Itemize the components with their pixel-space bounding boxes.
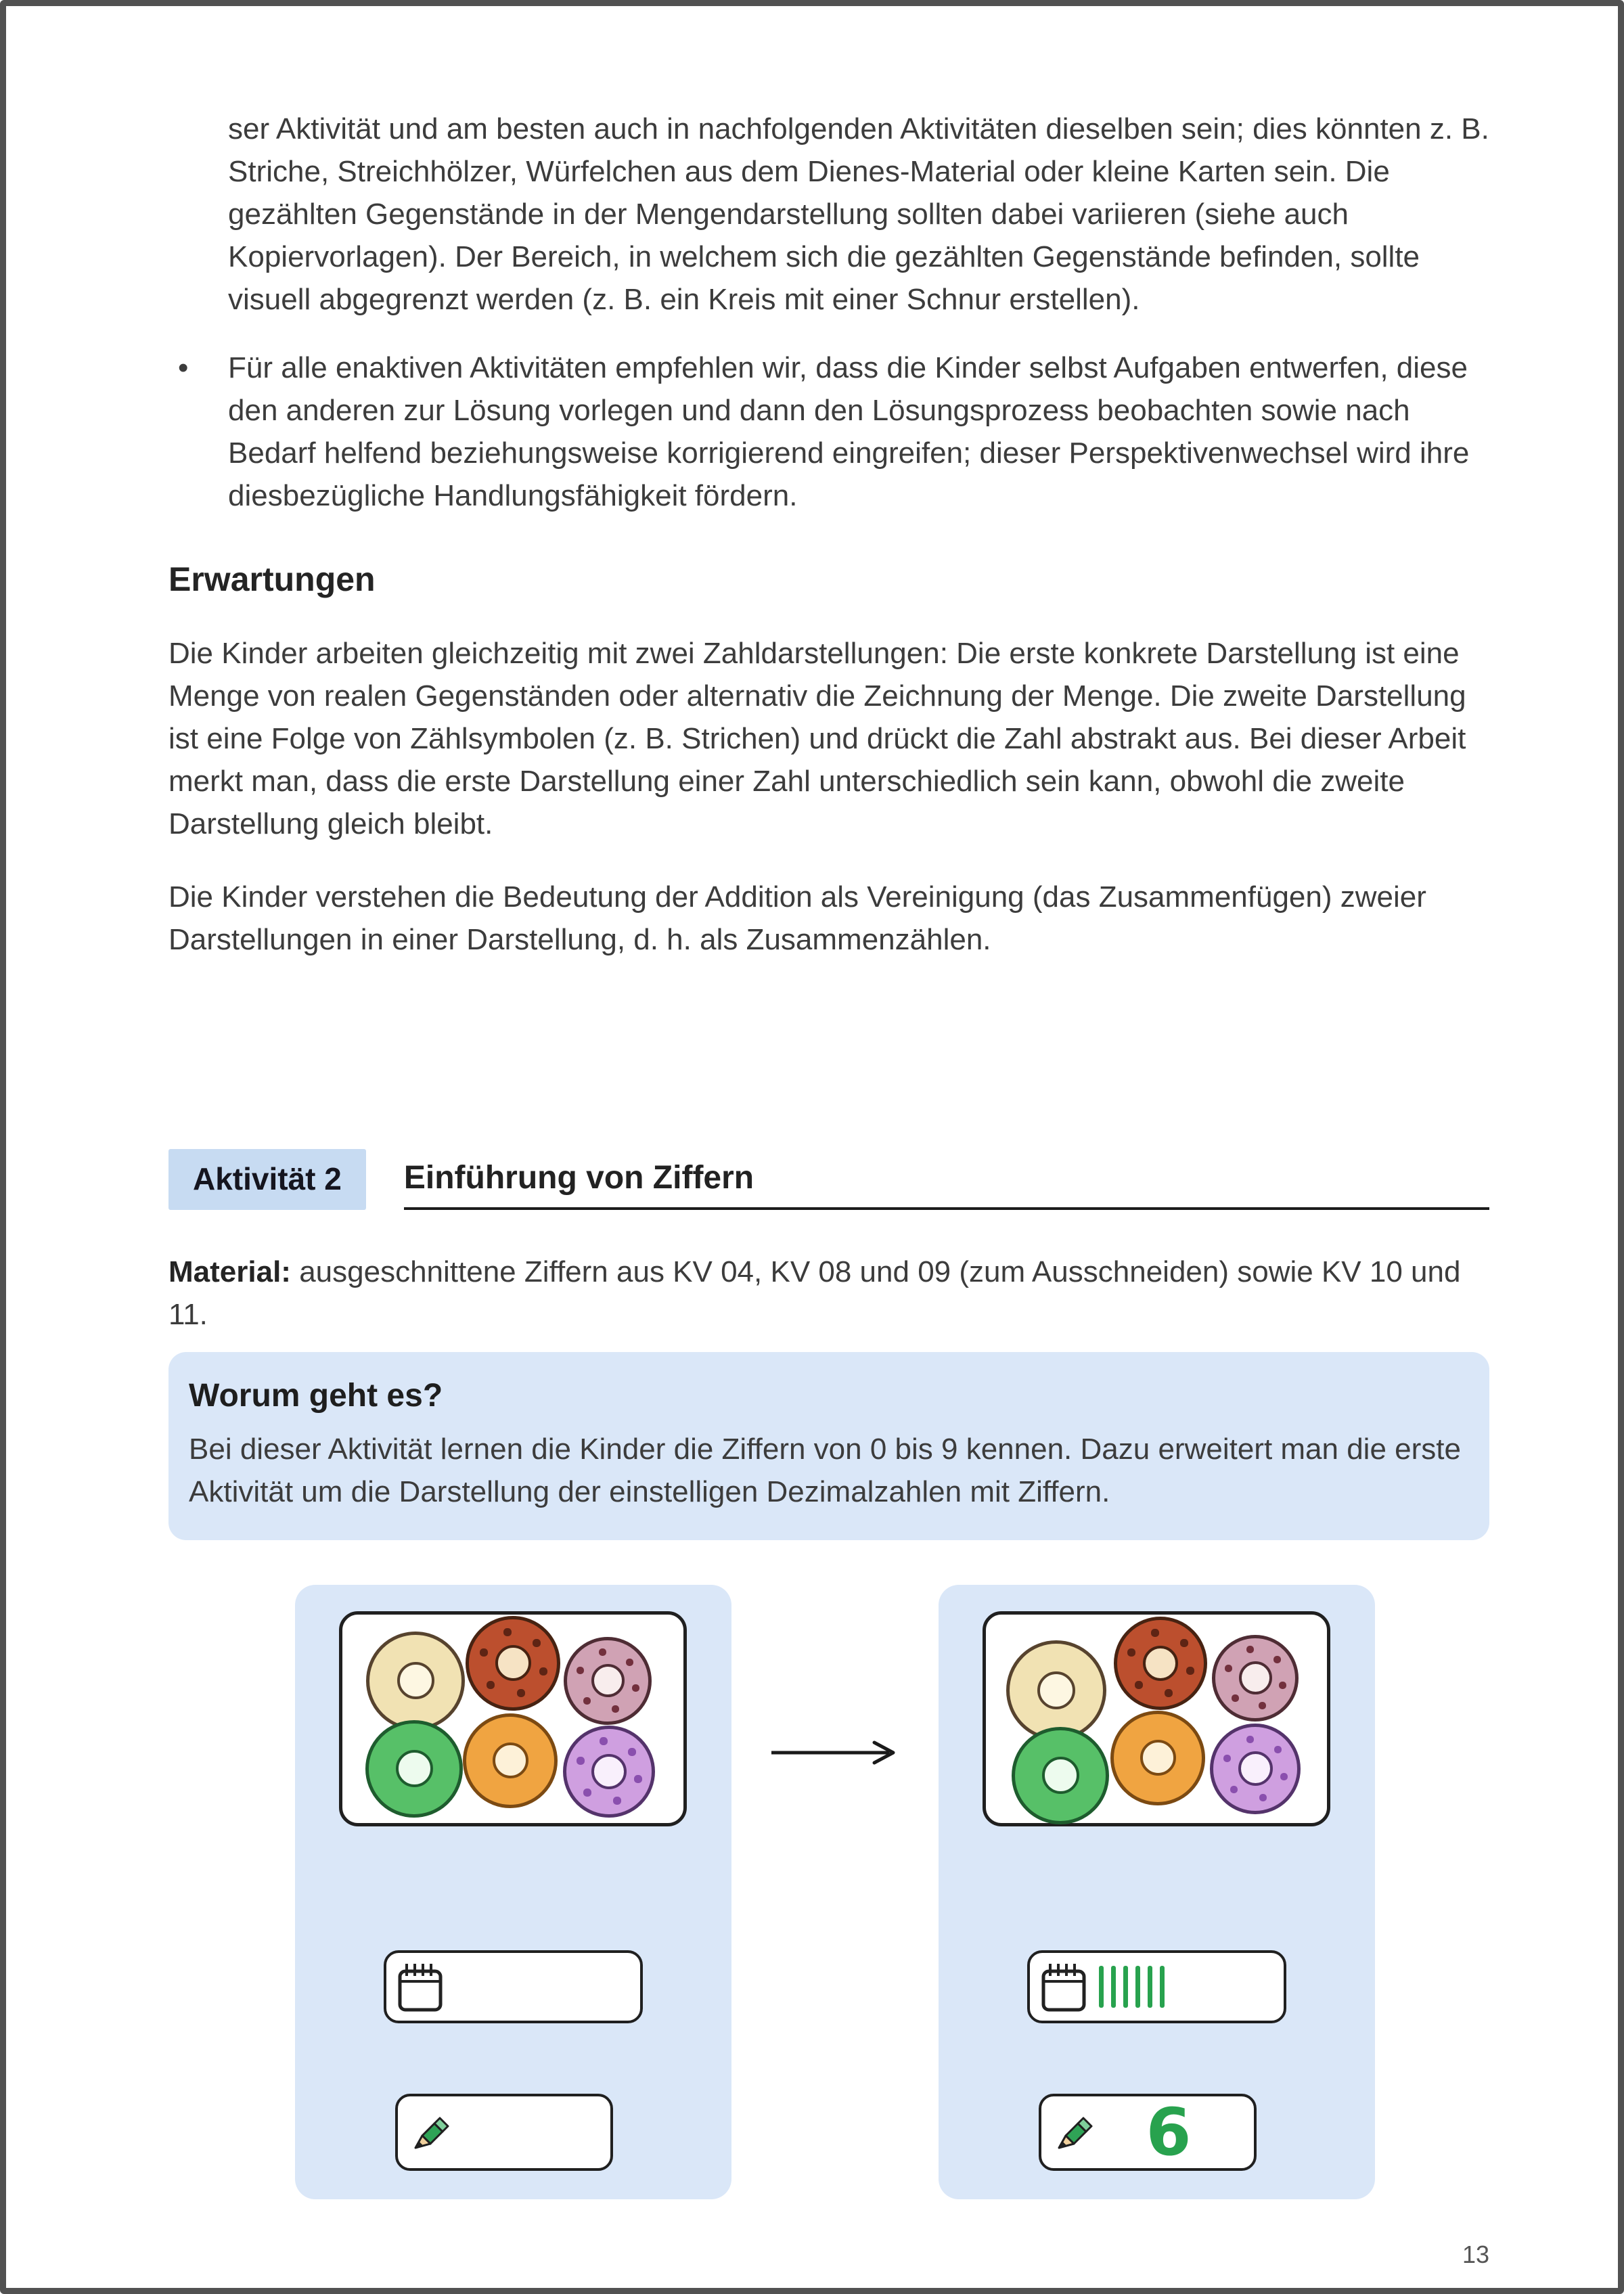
donut-berry [1212, 1635, 1299, 1722]
pencil-icon [1055, 2113, 1094, 2152]
donut-hole [493, 1742, 528, 1778]
donut-hole [396, 1750, 433, 1787]
donut-hole [591, 1754, 627, 1789]
activity-figure [168, 1585, 1489, 2204]
donut-orange [463, 1713, 558, 1808]
figure-panel-after [939, 1585, 1375, 2199]
erwartungen-paragraph-2: Die Kinder verstehen die Bedeutung der Addition als Vereinigung (das Zusammenfügen) zweier Darstellungen in einer Darstellung, d. h. als Zusammenzählen. [168, 880, 1426, 956]
donut-violet [563, 1726, 655, 1818]
donut-green [1012, 1727, 1109, 1824]
sprinkle [583, 1789, 591, 1797]
sprinkle [632, 1684, 639, 1692]
donut-hole [1140, 1740, 1176, 1776]
info-box-title: Worum geht es? [189, 1378, 443, 1414]
material-label: Material: [168, 1255, 291, 1288]
material-text: ausgeschnittene Ziffern aus KV 04, KV 08 und 09 (zum Ausschneiden) sowie KV 10 und 11. [168, 1255, 1461, 1331]
sprinkle [1246, 1736, 1254, 1743]
donut-hole [1239, 1661, 1272, 1694]
bullet-marker: • [178, 351, 189, 384]
donut-hole [591, 1664, 625, 1697]
tally-box [1027, 1950, 1286, 2023]
sprinkle [626, 1659, 633, 1666]
quantity-box [339, 1611, 687, 1826]
page-content [6, 6, 1618, 2204]
donut-hole [495, 1645, 531, 1681]
activity-title: Einführung von Ziffern [403, 1159, 754, 1196]
sprinkle [539, 1667, 547, 1675]
sprinkle [1279, 1682, 1286, 1689]
sprinkle [1151, 1629, 1159, 1637]
sprinkle [1259, 1794, 1267, 1801]
sprinkle [1135, 1681, 1143, 1689]
sprinkle [1280, 1773, 1288, 1780]
sprinkle [634, 1775, 642, 1783]
activity-title-rule [404, 1149, 1489, 1210]
sprinkle [1186, 1667, 1194, 1675]
tally-mark [1123, 1966, 1128, 2008]
sprinkle [600, 1737, 608, 1745]
sprinkle [533, 1639, 541, 1647]
sprinkle [1246, 1646, 1254, 1653]
sprinkle [1180, 1639, 1188, 1647]
sprinkle [1232, 1694, 1239, 1702]
sprinkle [503, 1628, 512, 1636]
donut-green [365, 1720, 463, 1818]
quantity-box [983, 1611, 1330, 1826]
donut-group [986, 1615, 1327, 1823]
donut-hole [1037, 1671, 1075, 1709]
donut-chocolate [466, 1616, 560, 1711]
sprinkle [1259, 1702, 1266, 1709]
donut-group [342, 1615, 683, 1823]
donut-orange [1110, 1711, 1205, 1805]
sprinkle [487, 1681, 495, 1689]
tally-marks [1099, 1966, 1165, 2008]
tally-mark [1160, 1966, 1165, 2008]
sprinkle [613, 1797, 621, 1805]
digit-box [1039, 2094, 1257, 2171]
erwartungen-paragraph-1: Die Kinder arbeiten gleichzeitig mit zwei Zahldarstellungen: Die erste konkrete Darstellung ist eine Menge von realen Gegenständen oder alternativ die Zeichnung der Menge. Die zweite Darstellung ist eine Folge von Zählsymbolen (z. B. Strichen) und drückt die Zahl abstrakt aus. Bei dieser Arbeit merkt man, dass die erste Darstellung einer Zahl unterschiedlich sein kann, obwohl die zweite Darstellung gleich bleibt. [168, 637, 1466, 840]
sprinkle [1225, 1665, 1232, 1672]
donut-beige [366, 1632, 465, 1730]
transform-arrow [769, 1736, 904, 1779]
sprinkle [517, 1689, 525, 1697]
sprinkle [599, 1648, 606, 1656]
tally-mark [1135, 1966, 1140, 2008]
sprinkle [628, 1748, 636, 1756]
tally-mark [1111, 1966, 1116, 2008]
tally-mark [1099, 1966, 1104, 2008]
sprinkle [1273, 1656, 1281, 1663]
tally-box [384, 1950, 643, 2023]
donut-hole [397, 1662, 434, 1699]
sprinkle [1165, 1689, 1173, 1697]
notepad-icon [397, 1960, 443, 2013]
digit-box [395, 2094, 613, 2171]
pencil-icon [411, 2113, 451, 2152]
arrow-right-icon [769, 1738, 904, 1768]
info-box-text: Bei dieser Aktivität lernen die Kinder die Ziffern von 0 bis 9 kennen. Dazu erweitert man die erste Aktivität um die Darstellung der einstelligen Dezimalzahlen mit Ziffern. [189, 1432, 1461, 1508]
bullet-item-text: Für alle enaktiven Aktivitäten empfehlen wir, dass die Kinder selbst Aufgaben entwerfen, diese den anderen zur Lösung vorlegen und dann den Lösungsprozess beobachten sowie nach Bedarf helfend beziehungsweise korrigierend eingreifen; dieser Perspektivenwechsel wird ihre diesbezügliche Handlungsfähigkeit fördern. [228, 351, 1470, 512]
paragraph-continuation: ser Aktivität und am besten auch in nachfolgenden Aktivitäten dieselben sein; dies könnten z. B. Striche, Streichhölzer, Würfelchen aus dem Dienes-Material oder kleine Karten sein. Die gezählten Gegenstände in der Mengendarstellung sollten dabei variieren (siehe auch Kopiervorlagen). Der Bereich, in welchem sich die gezählten Gegenstände befinden, sollte visuell abgegrenzt werden (z. B. ein Kreis mit einer Schnur erstellen). [228, 112, 1489, 316]
donut-hole [1238, 1751, 1273, 1786]
sprinkle [583, 1697, 591, 1705]
material-line [168, 1251, 1489, 1336]
donut-chocolate [1114, 1617, 1207, 1710]
info-box [168, 1352, 1489, 1540]
figure-panel-before [295, 1585, 731, 2199]
sprinkle [577, 1667, 584, 1674]
section-heading-erwartungen: Erwartungen [168, 560, 376, 598]
tally-mark [1148, 1966, 1152, 2008]
donut-violet [1210, 1724, 1301, 1814]
bullet-item [168, 346, 1489, 517]
digit-value: 6 [1146, 2094, 1192, 2170]
donut-hole [1042, 1757, 1079, 1794]
sprinkle [1223, 1755, 1231, 1762]
donut-berry [564, 1637, 652, 1725]
donut-beige [1006, 1640, 1106, 1740]
sprinkle [1230, 1786, 1238, 1793]
sprinkle [1127, 1648, 1135, 1657]
sprinkle [612, 1705, 619, 1713]
activity-badge: Aktivität 2 [168, 1149, 366, 1210]
activity-header [168, 1149, 1489, 1210]
page-number: 13 [1462, 2241, 1489, 2268]
sprinkle [1274, 1746, 1282, 1753]
sprinkle [577, 1757, 585, 1765]
sprinkle [480, 1648, 488, 1657]
notepad-icon [1041, 1960, 1087, 2013]
donut-hole [1143, 1646, 1178, 1681]
